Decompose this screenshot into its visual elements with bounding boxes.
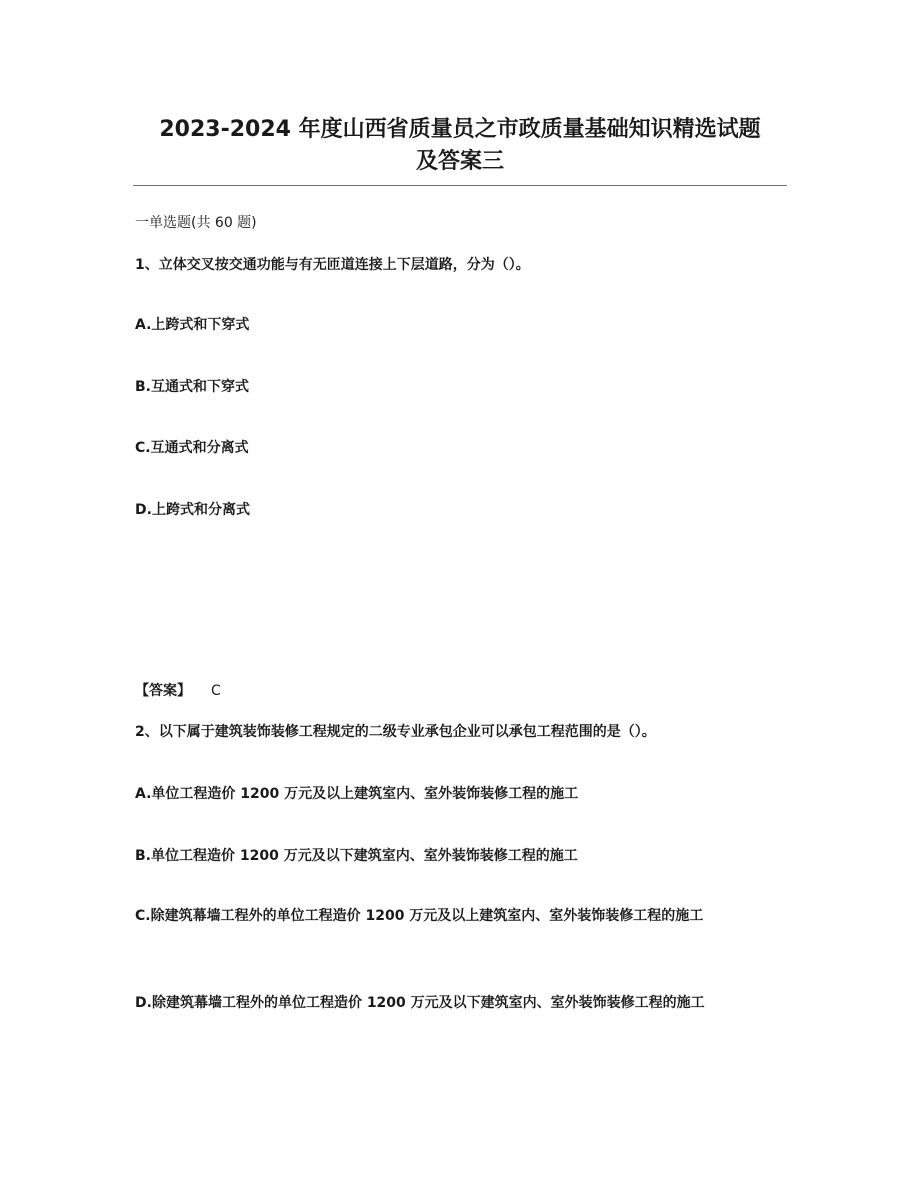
question-2-option-b: B.单位工程造价 1200 万元及以下建筑室内、室外装饰装修工程的施工 (135, 848, 578, 864)
title-divider (133, 185, 787, 186)
question-2-stem: 2、以下属于建筑装饰装修工程规定的二级专业承包企业可以承包工程范围的是（）。 (135, 724, 656, 740)
question-2-option-c: C.除建筑幕墙工程外的单位工程造价 1200 万元及以上建筑室内、室外装饰装修工程的施工 (135, 908, 704, 924)
title-line-2: 及答案三 (415, 149, 504, 174)
question-2-option-a: A.单位工程造价 1200 万元及以上建筑室内、室外装饰装修工程的施工 (135, 786, 579, 802)
answer-label: 【答案】 (135, 683, 191, 699)
question-1-option-b: B.互通式和下穿式 (135, 379, 249, 395)
document-title (133, 114, 787, 178)
question-1-option-c: C.互通式和分离式 (135, 440, 249, 456)
answer-value: C (211, 683, 221, 699)
question-1-option-d: D.上跨式和分离式 (135, 502, 250, 518)
question-1-stem: 1、立体交叉按交通功能与有无匝道连接上下层道路，分为（）。 (135, 257, 530, 273)
question-2-option-d: D.除建筑幕墙工程外的单位工程造价 1200 万元及以下建筑室内、室外装饰装修工程的施工 (135, 995, 705, 1011)
question-1-answer (135, 680, 785, 702)
question-1-option-a: A.上跨式和下穿式 (135, 317, 250, 333)
title-line-1: 2023-2024 年度山西省质量员之市政质量基础知识精选试题 (159, 117, 761, 142)
section-heading: 一单选题(共 60 题) (135, 215, 257, 231)
